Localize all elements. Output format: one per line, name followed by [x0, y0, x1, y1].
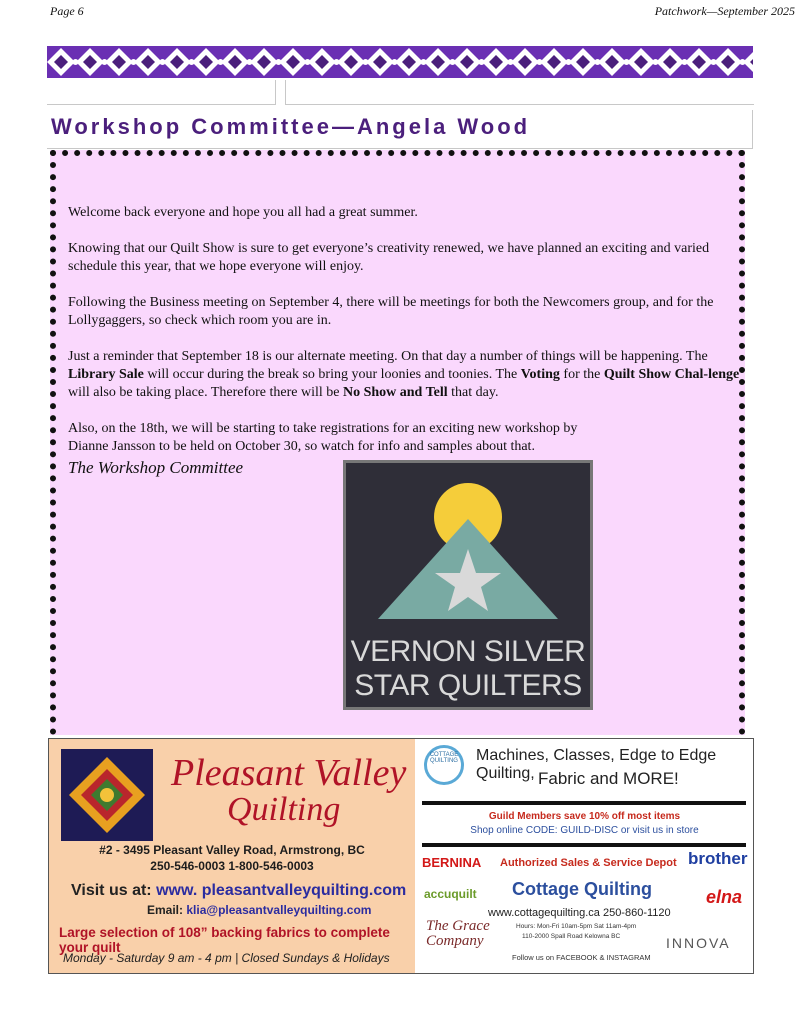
quilt-block-logo — [61, 749, 153, 841]
header-right-box — [285, 80, 754, 105]
paragraph-quilt-show: Knowing that our Quilt Show is sure to get everyone’s creativity renewed, we have planned an exciting and varied schedule this year, that we hope everyone will enjoy. — [68, 241, 710, 274]
quilting-name: Quilting — [227, 791, 341, 828]
ad-pleasant-valley — [49, 739, 415, 973]
paragraph-business-meeting: Following the Business meeting on September 4, there will be meetings for both the Newcomers group, and for the Lollygaggers, so check which room you are in. — [68, 295, 714, 328]
logo-text-line1: VERNON SILVER — [350, 635, 586, 668]
cottage-badge-logo — [424, 745, 464, 785]
title-box — [47, 110, 753, 149]
headline-line1: Machines, Classes, Edge to Edge Quilting, — [476, 747, 717, 782]
cottage-quilting-title: Cottage Quilting — [512, 879, 652, 899]
brother-logo: brother — [688, 849, 748, 868]
headline-line2: Fabric and MORE! — [538, 769, 679, 788]
decorative-band — [47, 46, 753, 78]
pleasant-valley-name: Pleasant Valley — [171, 752, 407, 794]
email-label: Email: — [147, 903, 184, 917]
library-sale-text: Library Sale — [68, 367, 144, 382]
logo-text-line2: STAR QUILTERS — [354, 669, 582, 702]
email-link[interactable]: klia@pleasantvalleyquilting.com — [186, 903, 372, 917]
page-number: Page 6 — [50, 4, 84, 18]
phone: 250-546-0003 1-800-546-0003 — [150, 859, 314, 873]
signature: The Workshop Committee — [68, 458, 244, 477]
text: will also be taking place. Therefore there will be — [68, 385, 343, 400]
publication-name: Patchwork—September 2025 — [654, 4, 795, 18]
promo-text: Large selection of 108” backing fabrics to complete your quilt — [59, 925, 390, 955]
diamond-pattern — [47, 46, 753, 78]
elna-logo: elna — [706, 887, 743, 907]
divider — [422, 801, 746, 805]
website-phone[interactable]: www.cottagequilting.ca 250-860-1120 — [488, 907, 671, 919]
email-line — [147, 903, 371, 917]
store-hours: Monday - Saturday 9 am - 4 pm | Closed Sundays & Holidays — [63, 951, 390, 965]
social-follow: Follow us on FACEBOOK & INSTAGRAM — [512, 953, 651, 962]
ad-cottage-quilting — [416, 739, 753, 973]
visit-line — [71, 882, 406, 900]
quilt-block-icon — [61, 749, 153, 841]
logo-graphic — [346, 463, 590, 633]
paragraph-welcome: Welcome back everyone and hope you all had a great summer. — [68, 205, 418, 220]
shop-online: Shop online CODE: GUILD-DISC or visit us in store — [470, 825, 699, 836]
text: that day. — [447, 385, 499, 400]
grace-line1: The Grace — [426, 918, 490, 934]
quilt-show-challenge-text: Quilt Show Chal-lenge — [603, 367, 740, 382]
article-body — [68, 204, 740, 474]
bernina-logo: BERNINA — [422, 855, 482, 870]
paragraph-registrations — [68, 420, 740, 456]
store-address: 110-2000 Spall Road Kelowna BC — [522, 933, 621, 940]
grace-line2: Company — [426, 933, 484, 949]
text: Just a reminder that September 18 is our alternate meeting. On that day a number of things will be happening. The — [68, 349, 708, 364]
store-hours: Hours: Mon-Fri 10am-5pm Sat 11am-4pm — [516, 923, 637, 930]
voting-text: Voting — [520, 367, 560, 382]
visit-label: Visit us at: — [71, 882, 152, 899]
paragraph-reminder — [68, 348, 740, 402]
text: Dianne Jansson to be held on October 30, so watch for info and samples about that. — [68, 439, 535, 454]
advertisements — [48, 738, 754, 974]
divider — [422, 843, 746, 847]
innova-logo: INNOVA — [666, 935, 731, 951]
no-show-and-tell-text: No Show and Tell — [342, 385, 448, 400]
website-link[interactable]: www. pleasantvalleyquilting.com — [156, 882, 407, 899]
authorized-depot: Authorized Sales & Service Depot — [500, 857, 677, 869]
text: Also, on the 18th, we will be starting to take registrations for an exciting new workshop by — [68, 421, 578, 436]
club-logo — [343, 460, 593, 710]
page-title: Workshop Committee—Angela Wood — [51, 114, 531, 139]
guild-discount: Guild Members save 10% off most items — [488, 811, 681, 822]
address: #2 - 3495 Pleasant Valley Road, Armstrong, BC — [99, 843, 365, 857]
badge-text: COTTAGE QUILTING — [429, 752, 459, 764]
text: will occur during the break so bring your loonies and toonies. The — [143, 367, 521, 382]
accuquilt-logo: accuquilt — [424, 887, 477, 901]
grace-company-logo — [426, 919, 490, 949]
header-left-box — [47, 80, 276, 105]
text: for the — [559, 367, 604, 382]
